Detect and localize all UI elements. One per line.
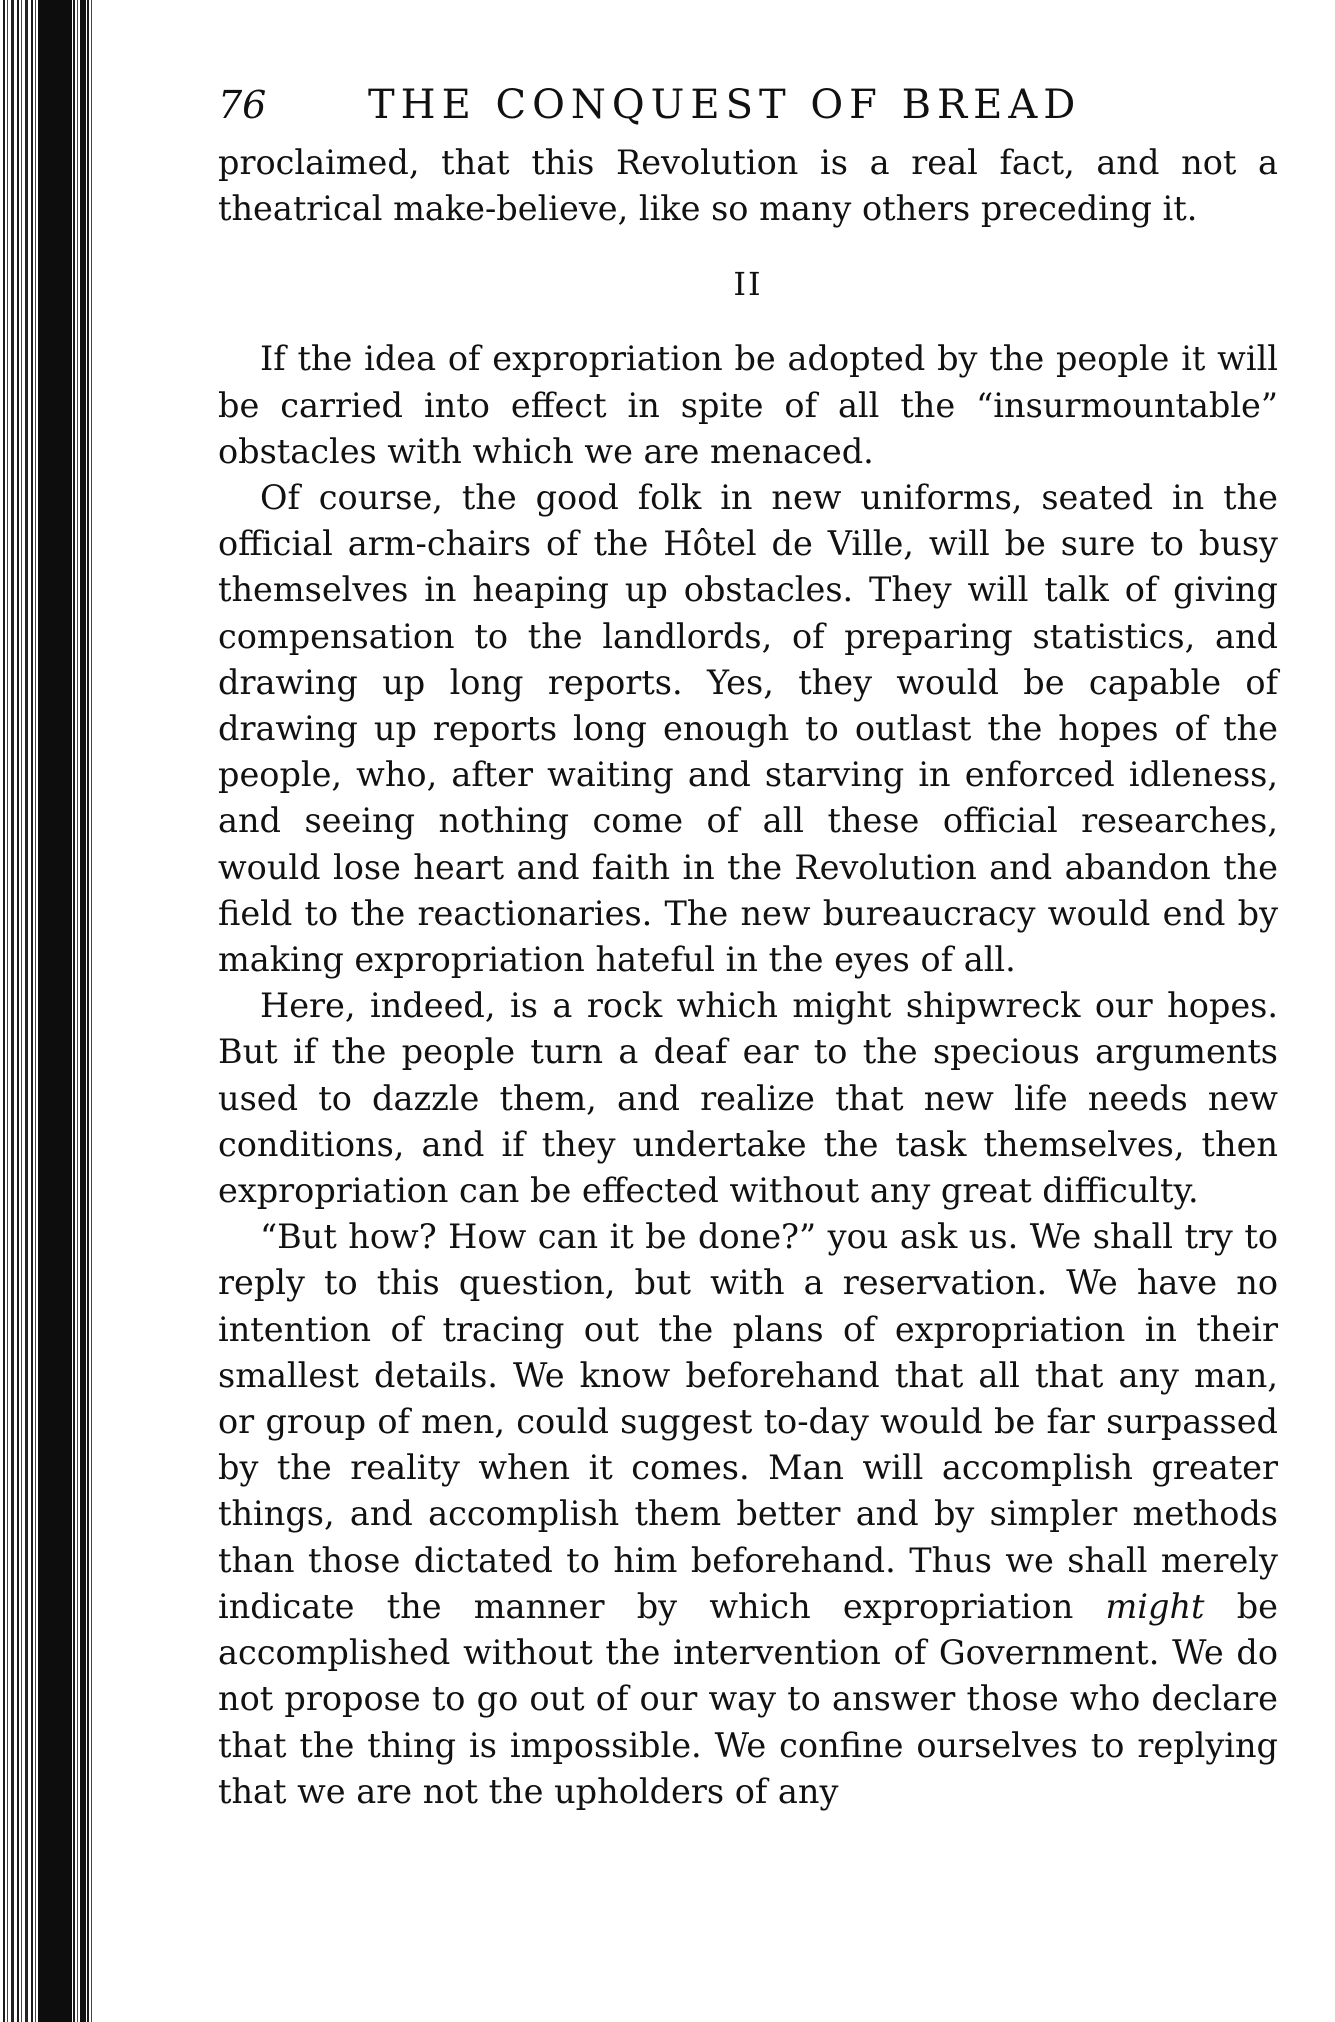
book-binding-shadow <box>38 0 72 2022</box>
paragraph-2: Of course, the good folk in new uniforms, seated in the official arm-chairs of the Hôtel de Ville, will be sure to busy themselves in heaping up obstacles. They will talk of giving compensation to the landlords, of preparing statistics, and drawing up long reports. Yes, they would be capable of drawing up reports long enough to outlast the hopes of the people, who, after waiting and starving in enforced idleness, and seeing nothing come of all these official researches, would lose heart and faith in the Revolution and abandon the field to the reactionaries. The new bureaucracy would end by making expropriation hateful in the eyes of all. <box>218 478 1278 980</box>
paragraph-continued: proclaimed, that this Revolution is a real fact, and not a theatrical make-believe, like so many others preceding it. <box>218 143 1278 229</box>
paragraph-3: Here, indeed, is a rock which might shipwreck our hopes. But if the people turn a deaf ear to the specious arguments used to dazzle them, and realize that new life needs new conditions, and if they undertake the task themselves, then expropriation can be effected without any great difficulty. <box>218 986 1278 1211</box>
body-text <box>218 140 1278 1815</box>
page-number: 76 <box>218 83 267 127</box>
paragraph-1: If the idea of expropriation be adopted by the people it will be carried into effect in spite of all the “insurmountable” obstacles with which we are menaced. <box>218 339 1278 471</box>
paragraph-4-part-a: “But how? How can it be done?” you ask us. We shall try to reply to this question, but with a reservation. We have no intention of tracing out the plans of expropriation in their smallest details. We know beforehand that all that any man, or group of men, could suggest to-day would be far surpassed by the reality when it comes. Man will accomplish greater things, and accomplish them better and by simpler methods than those dictated to him beforehand. Thus we shall merely indicate the manner by which expropriation <box>218 1217 1278 1626</box>
book-title: THE CONQUEST OF BREAD <box>368 82 1082 128</box>
paragraph-4-part-b: be accomplished without the intervention of Government. We do not propose to go out of our way to answer those who declare that the thing is impossible. We confine ourselves to replying that we are not the upholders of any <box>218 1586 1278 1811</box>
running-head <box>218 82 1278 140</box>
book-binding-line <box>80 0 86 2022</box>
paragraph-4-emphasis: might <box>1105 1586 1205 1626</box>
book-page <box>218 82 1278 1815</box>
section-number: II <box>733 265 763 304</box>
paragraph-4 <box>218 1214 1278 1815</box>
